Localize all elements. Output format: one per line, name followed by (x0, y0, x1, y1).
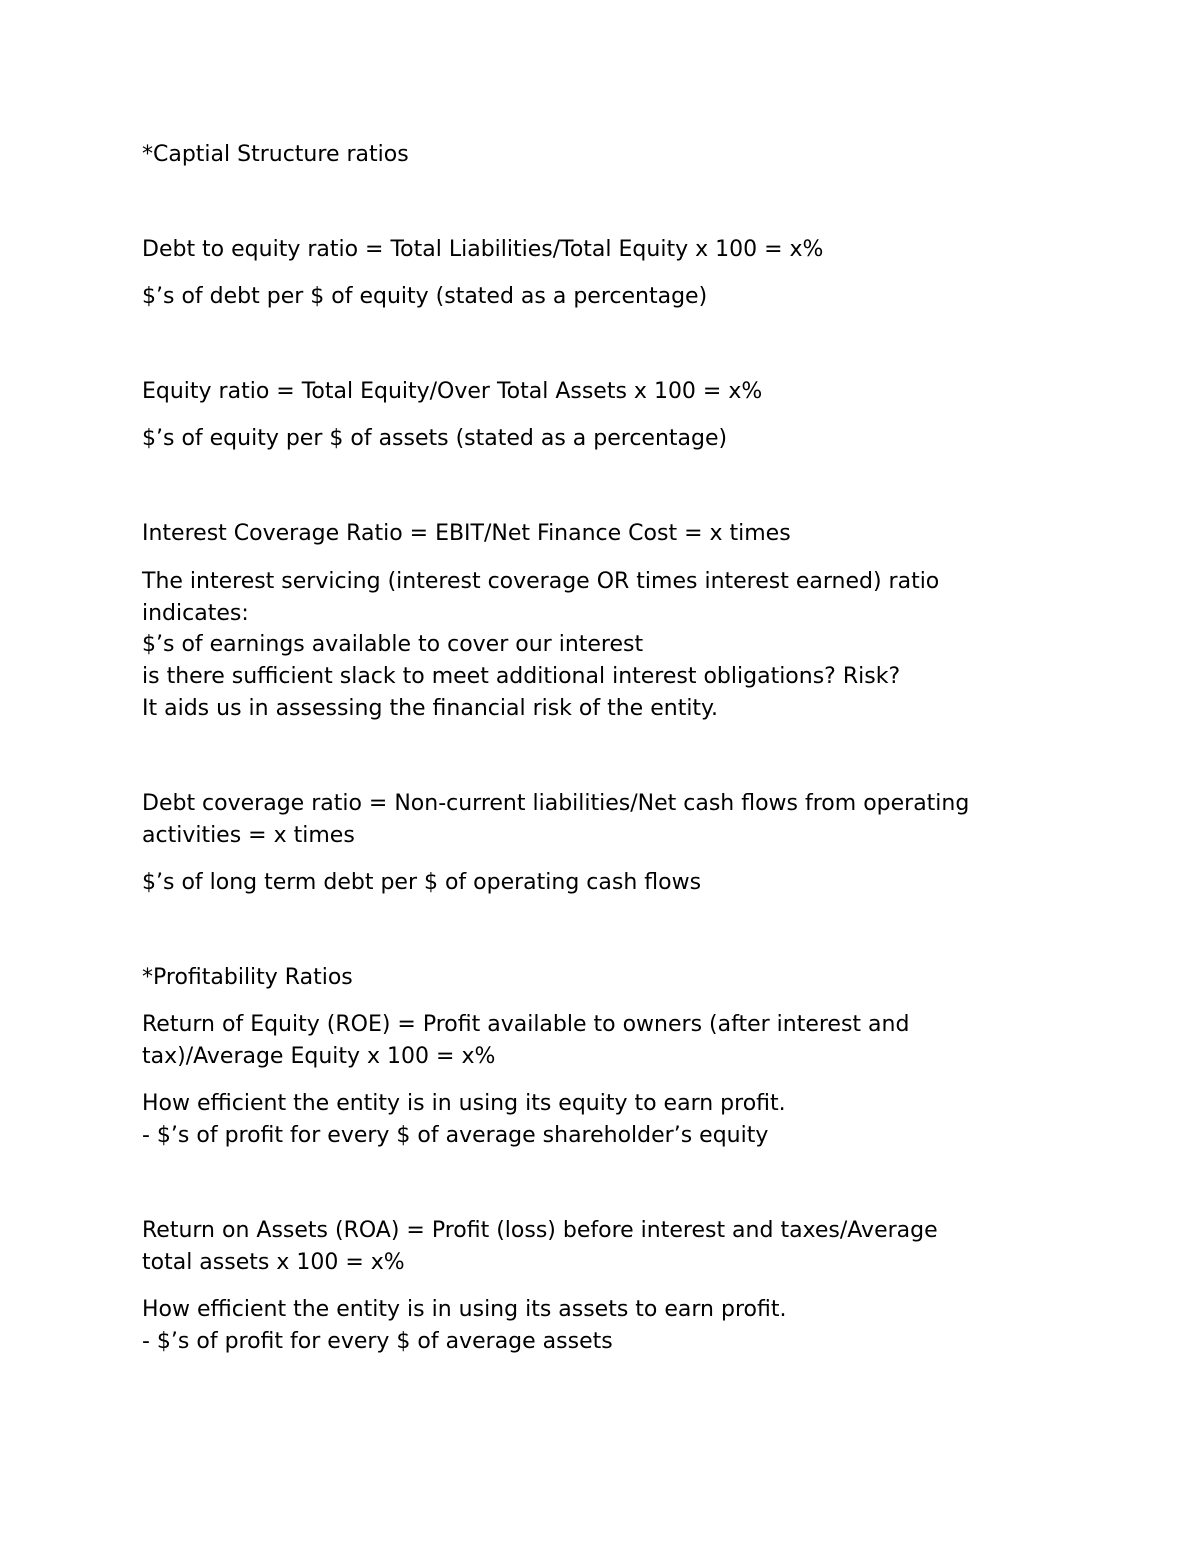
equity-ratio-formula: Equity ratio = Total Equity/Over Total Assets x 100 = x% (142, 379, 763, 404)
roa-formula-line: total assets x 100 = x% (142, 1250, 405, 1275)
profitability-heading: *Profitability Ratios (142, 965, 353, 990)
interest-coverage-note-line: The interest servicing (interest coverage OR times interest earned) ratio (142, 569, 940, 594)
document-page (142, 0, 1042, 1553)
roe-formula-line: tax)/Average Equity x 100 = x% (142, 1044, 496, 1069)
roe-note-line: - $’s of profit for every $ of average shareholder’s equity (142, 1123, 769, 1148)
roa-note-line: How efficient the entity is in using its assets to earn profit. (142, 1297, 787, 1322)
roe-formula-line: Return of Equity (ROE) = Profit available to owners (after interest and (142, 1012, 910, 1037)
debt-coverage-formula-line: Debt coverage ratio = Non-current liabilities/Net cash flows from operating (142, 791, 970, 816)
interest-coverage-formula: Interest Coverage Ratio = EBIT/Net Finance Cost = x times (142, 521, 791, 546)
debt-coverage-formula-line: activities = x times (142, 823, 355, 848)
roa-formula-line: Return on Assets (ROA) = Profit (loss) before interest and taxes/Average (142, 1218, 938, 1243)
interest-coverage-note-line: $’s of earnings available to cover our interest (142, 632, 644, 657)
equity-ratio-note: $’s of equity per $ of assets (stated as a percentage) (142, 426, 728, 451)
interest-coverage-note-line: It aids us in assessing the financial risk of the entity. (142, 696, 718, 721)
roa-note-line: - $’s of profit for every $ of average assets (142, 1329, 613, 1354)
interest-coverage-note-line: is there sufficient slack to meet additional interest obligations? Risk? (142, 664, 901, 689)
interest-coverage-note-line: indicates: (142, 601, 249, 626)
capital-structure-heading: *Captial Structure ratios (142, 142, 409, 167)
debt-to-equity-note: $’s of debt per $ of equity (stated as a percentage) (142, 284, 708, 309)
debt-coverage-note: $’s of long term debt per $ of operating cash flows (142, 870, 702, 895)
roe-note-line: How efficient the entity is in using its equity to earn profit. (142, 1091, 786, 1116)
debt-to-equity-formula: Debt to equity ratio = Total Liabilities/Total Equity x 100 = x% (142, 237, 824, 262)
